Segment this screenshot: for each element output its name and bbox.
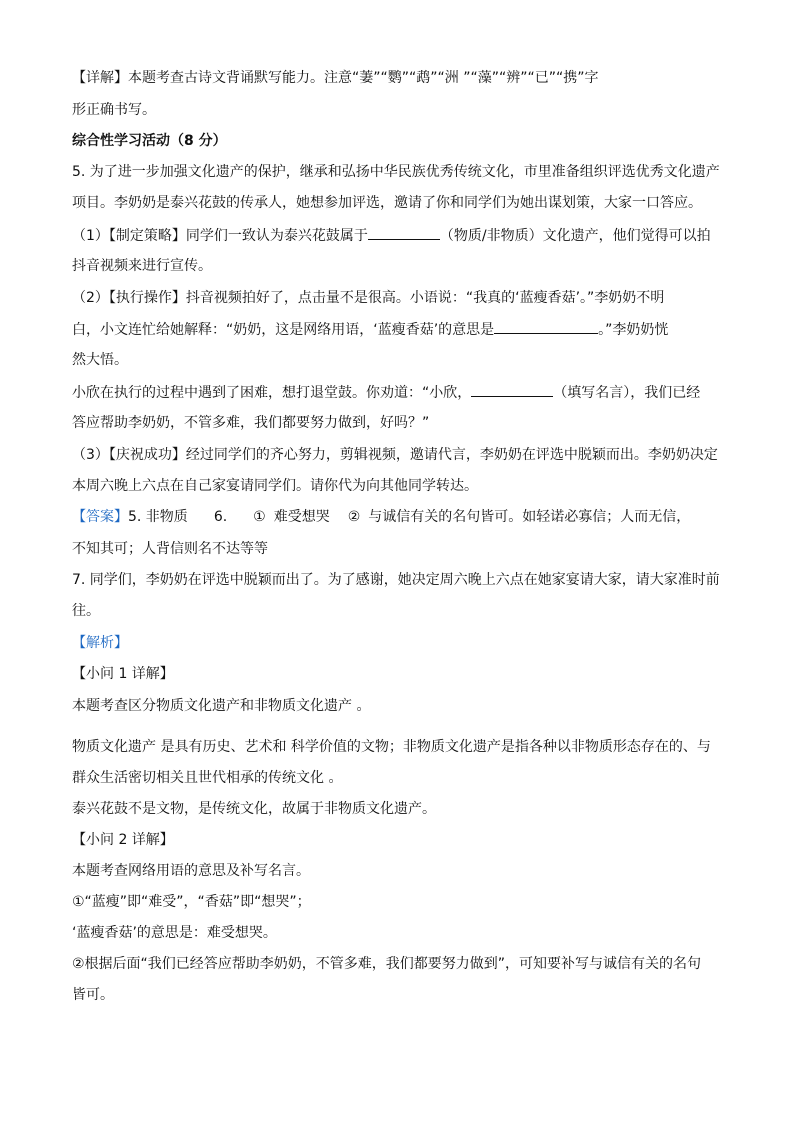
answer-blank[interactable] xyxy=(471,382,553,397)
text: 白，小文连忙给她解释：“奶奶，这是网络用语，‘蓝瘦香菇’的意思是 xyxy=(72,322,495,338)
question-line xyxy=(72,162,720,182)
circled-one: ① xyxy=(253,509,266,525)
analysis-label xyxy=(72,633,128,653)
answer-line xyxy=(72,507,690,527)
analysis-line xyxy=(72,923,277,943)
analysis-line xyxy=(72,768,342,788)
text: 泰兴花鼓不是文物，是传统文化，故属于非物质文化遗产。 xyxy=(72,801,436,817)
text: 群众生活密切相关且世代相承的传统文化 。 xyxy=(72,770,343,786)
text: 与诚信有关的名句皆可。如轻诺必寡信；人而无信， xyxy=(368,509,691,525)
text: 【小问 2 详解】 xyxy=(72,832,174,848)
text: 5. 为了进一步加强文化遗产的保护，继承和弘扬中华民族优秀传统文化，市里准备组织评选优秀文化遗产 xyxy=(72,164,720,180)
answer-line xyxy=(72,601,100,621)
answer-line xyxy=(72,570,720,590)
text: ‘蓝瘦香菇’的意思是：难受想哭。 xyxy=(72,925,277,941)
text: ②根据后面“我们已经答应帮助李奶奶，不管多难，我们都要努力做到”，可知要补写与诚信有关的名句 xyxy=(72,956,702,972)
text: 【小问 1 详解】 xyxy=(72,666,174,682)
answer-label: 【答案】 xyxy=(72,509,128,525)
answer-blank[interactable] xyxy=(494,319,598,334)
section-heading xyxy=(72,131,227,151)
text: 答应帮助李奶奶，不管多难，我们都要努力做到，好吗？” xyxy=(72,415,430,431)
sub-question-heading xyxy=(72,664,174,684)
analysis-line xyxy=(72,985,114,1005)
question-line xyxy=(72,225,711,246)
text: 项目。李奶奶是泰兴花鼓的传承人，她想参加评选，邀请了你和同学们为她出谋划策，大家一口答应。 xyxy=(72,195,702,211)
text: 。”李奶奶恍 xyxy=(598,322,669,338)
text: 7. 同学们，李奶奶在评选中脱颖而出了。为了感谢，她决定周六晚上六点在她家宴请大家，请大家准时前 xyxy=(72,572,720,588)
text: ①“蓝瘦”即“难受”，“香菇”即“想哭”； xyxy=(72,894,311,910)
text: 5. 非物质 xyxy=(128,509,188,525)
text: 小欣在执行的过程中遇到了困难，想打退堂鼓。你劝道：“小欣， xyxy=(72,385,472,401)
question-line xyxy=(72,476,478,496)
explanation-line xyxy=(72,68,599,88)
question-line xyxy=(72,319,668,340)
analysis-line xyxy=(72,892,311,912)
text: 物质文化遗产 是具有历史、艺术和 科学价值的文物；非物质文化遗产是指各种以非物质形态存在的、与 xyxy=(72,739,711,755)
circled-two: ② xyxy=(347,509,361,525)
analysis-line xyxy=(72,737,711,757)
question-line xyxy=(72,193,702,213)
text: 往。 xyxy=(72,603,100,619)
text: （填写名言），我们已经 xyxy=(553,385,701,401)
text: 【详解】本题考查古诗文背诵默写能力。注意“萋”“鹦”“鹉”“洲 ”“藻”“辨”“已”“携”字 xyxy=(72,70,599,86)
text: 本周六晚上六点在自己家宴请同学们。请你代为向其他同学转达。 xyxy=(72,478,478,494)
question-line xyxy=(72,445,718,465)
question-line xyxy=(72,382,700,403)
text: 不知其可；人背信则名不达等等 xyxy=(72,541,268,557)
text: 6. xyxy=(213,509,228,525)
explanation-line xyxy=(72,100,156,120)
text: 本题考查区分物质文化遗产和非物质文化遗产 。 xyxy=(72,698,371,714)
question-line xyxy=(72,288,664,308)
text: （3）【庆祝成功】经过同学们的齐心努力，剪辑视频，邀请代言，李奶奶在评选中脱颖而出。李奶奶决定 xyxy=(72,447,718,463)
text: （物质/非物质）文化遗产，他们觉得可以拍 xyxy=(439,228,711,244)
analysis-line xyxy=(72,696,370,716)
text: 本题考查网络用语的意思及补写名言。 xyxy=(72,863,310,879)
question-line xyxy=(72,256,212,276)
text: 【解析】 xyxy=(72,635,128,651)
text: 然大悟。 xyxy=(72,352,128,368)
analysis-line xyxy=(72,799,436,819)
sub-question-heading xyxy=(72,830,174,850)
text: 皆可。 xyxy=(72,987,114,1003)
text: （1）【制定策略】同学们一致认为泰兴花鼓属于 xyxy=(72,228,368,244)
answer-blank[interactable] xyxy=(368,225,440,240)
text: 抖音视频来进行宣传。 xyxy=(72,258,212,274)
text: 形正确书写。 xyxy=(72,102,156,118)
analysis-line xyxy=(72,861,310,881)
question-line xyxy=(72,413,429,433)
question-line xyxy=(72,350,128,370)
text: 综合性学习活动（8 分） xyxy=(72,133,227,149)
text: （2）【执行操作】抖音视频拍好了，点击量不是很高。小语说：“我真的‘蓝瘦香菇’。”李奶奶不明 xyxy=(72,290,665,306)
text: 难受想哭 xyxy=(273,509,330,525)
analysis-line xyxy=(72,954,701,974)
answer-line xyxy=(72,539,268,559)
